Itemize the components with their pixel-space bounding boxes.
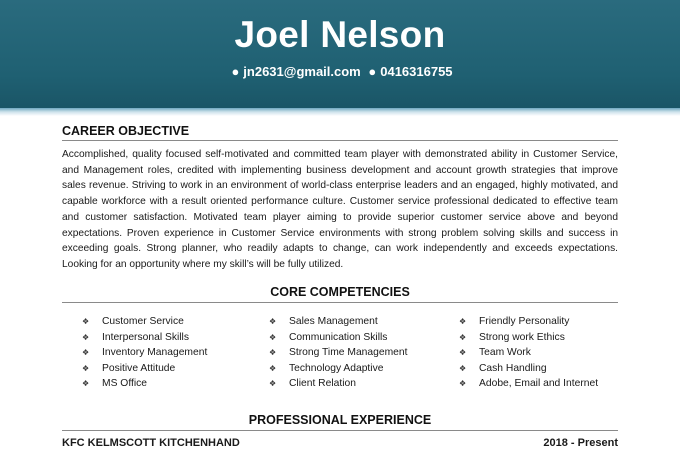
diamond-bullet-icon: ❖	[269, 317, 277, 326]
diamond-bullet-icon: ❖	[269, 379, 277, 389]
job-title: KFC KELMSCOTT KITCHENHAND	[62, 437, 240, 449]
list-item: ❖ MS Office	[82, 376, 207, 392]
resume-header	[0, 0, 680, 108]
list-item: ❖ Team Work	[459, 345, 598, 361]
competency-column-2	[269, 314, 407, 392]
list-item: ❖ Technology Adaptive	[269, 361, 407, 377]
contact-line	[0, 64, 680, 79]
job-dates: 2018 - Present	[543, 437, 618, 449]
header-divider	[0, 108, 680, 116]
diamond-bullet-icon: ❖	[269, 332, 277, 342]
diamond-bullet-icon: ❖	[82, 317, 90, 326]
diamond-bullet-icon: ❖	[82, 332, 90, 342]
diamond-bullet-icon: ❖	[82, 363, 90, 373]
section-rule	[62, 430, 618, 431]
list-item: ❖ Strong work Ethics	[459, 330, 598, 346]
diamond-bullet-icon: ❖	[459, 317, 467, 326]
diamond-bullet-icon: ❖	[459, 363, 467, 373]
list-item: ❖ Client Relation	[269, 376, 407, 392]
bullet-icon: ●	[368, 64, 377, 79]
diamond-bullet-icon: ❖	[269, 348, 277, 358]
professional-experience-heading: PROFESSIONAL EXPERIENCE	[248, 413, 432, 427]
phone-text: 0416316755	[380, 64, 453, 79]
list-item: ❖ Cash Handling	[459, 361, 598, 377]
career-objective-text: Accomplished, quality focused self-motivated and committed team player with demonstrated ability in Customer Service, and Management roles, credited with implementing business development and account growth strategies that improve sales revenue. Striving to work in an environment of world-class enterprise leaders and an engaged, highly motivated, and capable workforce with a result oriented performance culture. Customer service professional dedicated to effective team and customer satisfaction. Motivated team player aiming to provide superior customer service above and beyond expectations. Proven experience in Customer Service environments with strong problem solving skills and success in exceeding goals. Strong planner, who readily adapts to change, can work independently and exceeds expectations. Looking for an opportunity where my skill’s will be fully utilized.	[62, 149, 618, 270]
list-item: ❖ Inventory Management	[82, 345, 207, 361]
diamond-bullet-icon: ❖	[269, 363, 277, 373]
email-text: jn2631@gmail.com	[243, 64, 361, 79]
diamond-bullet-icon: ❖	[82, 379, 90, 389]
diamond-bullet-icon: ❖	[82, 348, 90, 358]
candidate-name: Joel Nelson	[234, 14, 446, 55]
job-entry	[62, 437, 618, 449]
list-item: ❖ Interpersonal Skills	[82, 330, 207, 346]
bullet-icon: ●	[231, 64, 240, 79]
career-objective-heading: CAREER OBJECTIVE	[62, 124, 190, 138]
section-rule	[62, 140, 618, 141]
list-item: ❖ Communication Skills	[269, 330, 407, 346]
competency-column-3	[459, 314, 598, 392]
diamond-bullet-icon: ❖	[459, 332, 467, 342]
list-item: ❖ Friendly Personality	[459, 314, 598, 330]
list-item: ❖ Adobe, Email and Internet	[459, 376, 598, 392]
list-item: ❖ Customer Service	[82, 314, 207, 330]
competency-column-1	[82, 314, 207, 392]
list-item: ❖ Sales Management	[269, 314, 407, 330]
core-competencies-heading: CORE COMPETENCIES	[270, 285, 410, 299]
list-item: ❖ Positive Attitude	[82, 361, 207, 377]
diamond-bullet-icon: ❖	[459, 379, 467, 389]
section-rule	[62, 302, 618, 303]
diamond-bullet-icon: ❖	[459, 348, 467, 358]
list-item: ❖ Strong Time Management	[269, 345, 407, 361]
